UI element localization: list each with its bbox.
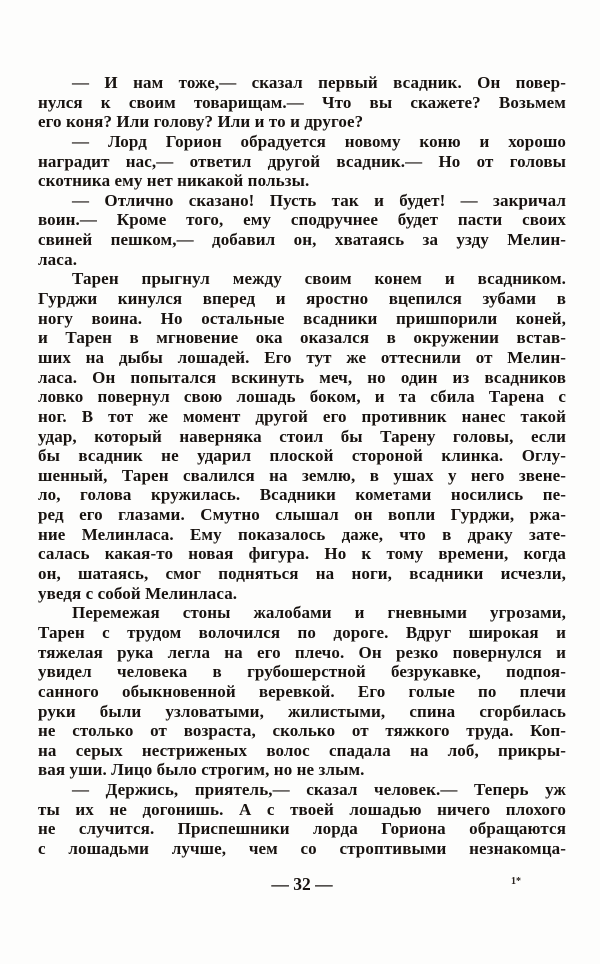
text-line: вая уши. Лицо было строгим, но не злым. — [38, 760, 365, 780]
text-line: свиней пешком,— добавил он, хватаясь за узду Мелин- — [38, 230, 566, 250]
text-line: его коня? Или голову? Или и то и другое? — [38, 112, 364, 132]
text-line: уведя с собой Мелинласа. — [38, 583, 238, 603]
text-line: и Тарен в мгновение ока оказался в окружении встав- — [38, 328, 566, 348]
text-line: санного обыкновенной веревкой. Его голые по плечи — [38, 681, 566, 701]
text-line: удар, который наверняка стоил бы Тарену головы, если — [38, 426, 566, 446]
text-line: ние Мелинласа. Ему показалось даже, что в драку зате- — [38, 524, 566, 544]
text-line: — Держись, приятель,— сказал человек.— Теперь уж — [72, 780, 566, 800]
text-line: скотника ему нет никакой пользы. — [38, 171, 310, 191]
printers-mark: 1* — [511, 876, 521, 887]
text-block — [38, 73, 566, 859]
text-line: на серых нестриженых волос спадала на лоб, прикры- — [38, 740, 566, 760]
text-line: бы всадник не ударил плоской стороной клинка. Оглу- — [38, 446, 566, 466]
text-line: Перемежая стоны жалобами и гневными угрозами, — [72, 603, 566, 623]
text-line: ласа. Он попытался вскинуть меч, но один из всадников — [38, 367, 566, 387]
text-line: — И нам тоже,— сказал первый всадник. Он повер- — [72, 73, 566, 92]
page-number: — 32 — — [271, 874, 333, 894]
text-line: — Лорд Горион обрадуется новому коню и хорошо — [72, 131, 566, 151]
page-footer — [38, 874, 566, 895]
text-line: ногу воина. Но остальные всадники пришпорили коней, — [38, 308, 566, 328]
text-line: Тарен прыгнул между своим конем и всадником. — [72, 269, 566, 289]
text-line: ты их не догонишь. А с твоей лошадью ничего плохого — [38, 799, 566, 819]
text-line: тяжелая рука легла на его плечо. Он резко повернулся и — [38, 642, 566, 662]
text-line: нулся к своим товарищам.— Что вы скажете? Возьмем — [38, 92, 566, 112]
text-line: с лошадьми лучше, чем со строптивыми незнакомца- — [38, 838, 566, 858]
text-line: не столько от возраста, сколько от тяжкого труда. Коп- — [38, 721, 566, 741]
text-line: салась какая-то новая фигура. Но к тому времени, когда — [38, 544, 566, 564]
text-line: не случится. Приспешники лорда Гориона обращаются — [38, 819, 566, 839]
text-line: он, шатаясь, смог подняться на ноги, всадники исчезли, — [38, 564, 566, 584]
text-line: Тарен с трудом волочился по дороге. Вдруг широкая и — [38, 622, 566, 642]
text-line: ших на дыбы лошадей. Его тут же оттеснили от Мелин- — [38, 347, 566, 367]
text-line: — Отлично сказано! Пусть так и будет! — закричал — [72, 190, 566, 210]
text-line: наградит нас,— ответил другой всадник.— Но от головы — [38, 151, 566, 171]
text-line: ло, голова кружилась. Всадники кометами носились пе- — [38, 485, 566, 505]
text-line: ловко повернул свою лошадь боком, и та сбила Тарена с — [38, 387, 566, 407]
text-line: шенный, Тарен свалился на землю, в ушах у него звене- — [38, 465, 566, 485]
text-line: ред его глазами. Смутно слышал он вопли Гурджи, ржа- — [38, 505, 566, 525]
text-line: Гурджи кинулся вперед и яростно вцепился зубами в — [38, 289, 566, 309]
text-line: воин.— Кроме того, ему сподручнее будет пасти своих — [38, 210, 566, 230]
text-line: ласа. — [38, 249, 78, 269]
text-line: руки были узловатыми, жилистыми, спина сгорбилась — [38, 701, 566, 721]
text-line: увидел человека в грубошерстной безрукавке, подпоя- — [38, 662, 566, 682]
text-line: ног. В тот же момент другой его противник нанес такой — [38, 406, 566, 426]
